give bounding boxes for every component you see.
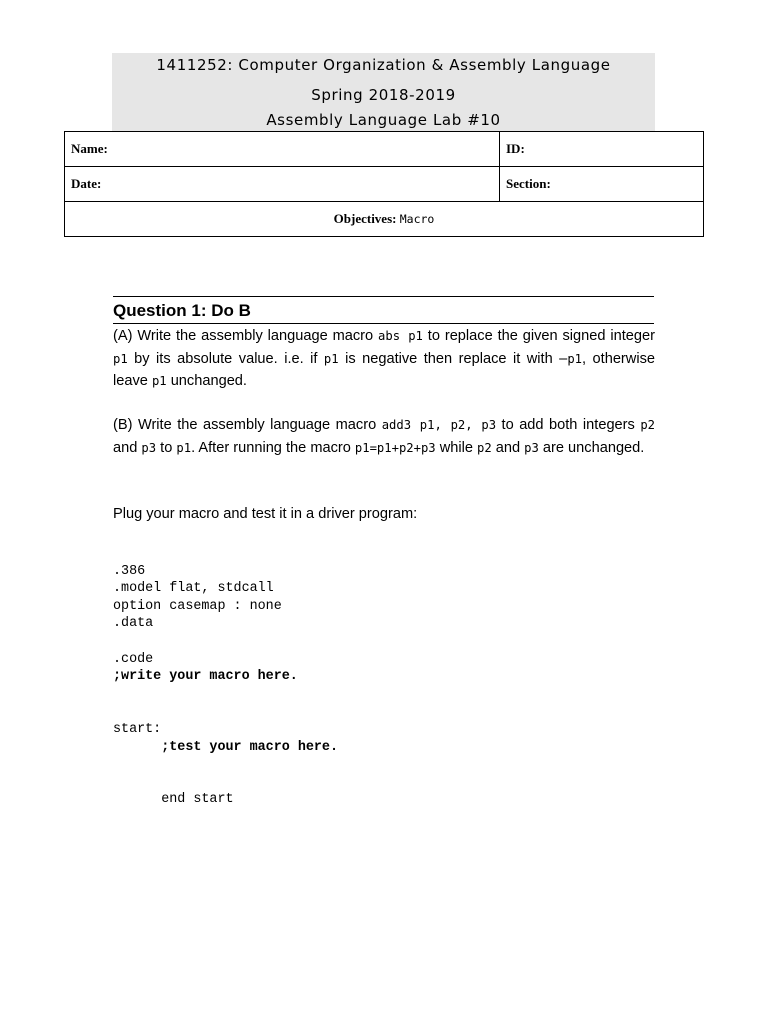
section-label: Section: bbox=[506, 176, 551, 191]
code-line: .data bbox=[113, 616, 154, 632]
name-cell[interactable] bbox=[65, 132, 500, 167]
driver-instructions: Plug your macro and test it in a driver program: bbox=[113, 506, 418, 522]
code-line: option casemap : none bbox=[113, 598, 282, 614]
inline-code: p3 bbox=[524, 440, 539, 455]
inline-code: p1 bbox=[176, 440, 192, 455]
id-cell[interactable] bbox=[500, 132, 704, 167]
term-label: Spring 2018-2019 bbox=[311, 86, 456, 104]
name-label: Name: bbox=[71, 141, 108, 156]
code-listing bbox=[113, 545, 338, 827]
date-label: Date: bbox=[71, 176, 102, 191]
inline-code: p1=p1+p2+p3 bbox=[354, 440, 436, 455]
inline-code: add3 p1, p2, p3 bbox=[381, 418, 497, 432]
id-label: ID: bbox=[506, 141, 525, 156]
code-line bbox=[113, 633, 338, 651]
code-line bbox=[113, 686, 338, 704]
inline-code: p1 bbox=[323, 351, 339, 366]
code-line: .code bbox=[113, 651, 154, 667]
code-comment-line: ;test your macro here. bbox=[113, 739, 338, 755]
question-part-b: (B) Write the assembly language macro add3 p1, p2, p3 to add both integers p2 and p3 to p1. After running the macro p1=p1+p2+p3 while p2 and p3 are unchanged. bbox=[113, 417, 656, 456]
code-line bbox=[113, 756, 338, 774]
code-line: end start bbox=[113, 792, 234, 808]
section-cell[interactable] bbox=[500, 167, 704, 202]
objectives-cell bbox=[65, 202, 704, 237]
document-header bbox=[112, 53, 655, 132]
inline-code: p1 bbox=[151, 374, 167, 388]
date-cell[interactable] bbox=[65, 167, 500, 202]
objectives-value: Macro bbox=[399, 212, 435, 226]
objectives-label: Objectives: bbox=[333, 211, 397, 226]
question-part-a: (A) Write the assembly language macro abs p1 to replace the given signed integer p1 by its absolute value. i.e. if p1 is negative then replace it with –p1, otherwise leave p1 unchanged. bbox=[113, 328, 656, 389]
student-info-table bbox=[64, 131, 704, 237]
code-comment-line: ;write your macro here. bbox=[113, 669, 298, 685]
question-title: Question 1: Do B bbox=[113, 296, 654, 324]
inline-code: p2 bbox=[640, 418, 656, 432]
lab-title: Assembly Language Lab #10 bbox=[266, 111, 501, 129]
code-line: start: bbox=[113, 721, 162, 737]
code-line: .386 bbox=[113, 563, 146, 579]
code-line bbox=[113, 774, 338, 792]
code-line bbox=[113, 703, 338, 721]
inline-code: abs p1 bbox=[378, 329, 423, 343]
inline-code: p1 bbox=[567, 351, 582, 366]
inline-code: p1 bbox=[113, 351, 128, 366]
inline-code: p3 bbox=[141, 440, 157, 455]
inline-code: p2 bbox=[477, 440, 492, 455]
course-title: 1411252: Computer Organization & Assembly Language bbox=[156, 56, 611, 74]
code-line: .model flat, stdcall bbox=[113, 581, 274, 597]
